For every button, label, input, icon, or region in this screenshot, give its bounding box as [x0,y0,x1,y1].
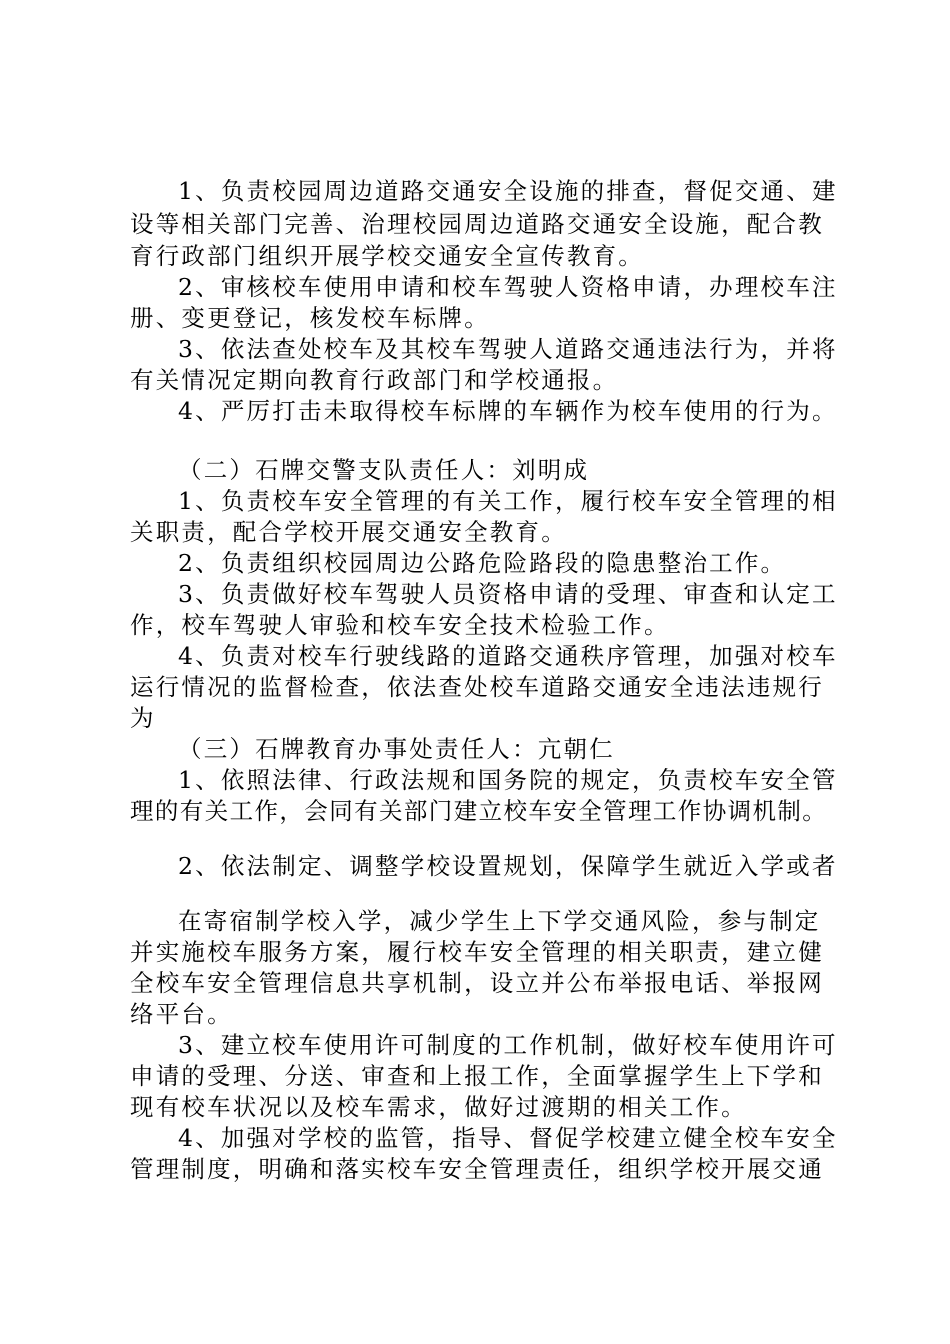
text-line: 1、负责校车安全管理的有关工作，履行校车安全管理的相 [178,487,838,515]
text-line: 4、加强对学校的监管，指导、督促学校建立健全校车安全 [178,1124,838,1152]
text-line: 3、依法查处校车及其校车驾驶人道路交通违法行为，并将 [178,335,838,363]
text-line: 络平台。 [130,1000,233,1028]
text-line: 现有校车状况以及校车需求，做好过渡期的相关工作。 [130,1093,747,1121]
text-line: 育行政部门组织开展学校交通安全宣传教育。 [130,242,644,270]
text-line: 设等相关部门完善、治理校园周边道路交通安全设施，配合教 [130,210,824,238]
section-heading: （二）石牌交警支队责任人：刘明成 [178,456,590,484]
text-line: 作，校车驾驶人审验和校车安全技术检验工作。 [130,611,670,639]
text-line: 3、负责做好校车驾驶人员资格申请的受理、审查和认定工 [178,580,838,608]
text-line: 运行情况的监督检查，依法查处校车道路交通安全违法违规行 [130,673,824,701]
text-line: 理的有关工作，会同有关部门建立校车安全管理工作协调机制。 [130,797,828,825]
text-line: 4、严厉打击未取得校车标牌的车辆作为校车使用的行为。 [178,397,838,425]
text-line: 3、建立校车使用许可制度的工作机制，做好校车使用许可 [178,1031,838,1059]
text-line: 关职责，配合学校开展交通安全教育。 [130,518,567,546]
text-line: 2、依法制定、调整学校设置规划，保障学生就近入学或者 [178,852,838,880]
text-line: 在寄宿制学校入学，减少学生上下学交通风险，参与制定 [178,907,821,935]
text-line: 2、负责组织校园周边公路危险路段的隐患整治工作。 [178,549,787,577]
text-line: 册、变更登记，核发校车标牌。 [130,304,490,332]
text-line: 为 [130,704,156,732]
text-line: 申请的受理、分送、审查和上报工作，全面掌握学生上下学和 [130,1062,824,1090]
text-line: 1、依照法律、行政法规和国务院的规定，负责校车安全管 [178,766,838,794]
text-line: 管理制度，明确和落实校车安全管理责任，组织学校开展交通 [130,1155,824,1183]
text-line: 2、审核校车使用申请和校车驾驶人资格申请，办理校车注 [178,273,838,301]
text-line: 有关情况定期向教育行政部门和学校通报。 [130,366,619,394]
text-line: 4、负责对校车行驶线路的道路交通秩序管理，加强对校车 [178,642,838,670]
text-line: 1、负责校园周边道路交通安全设施的排查，督促交通、建 [178,177,838,205]
text-line: 全校车安全管理信息共享机制，设立并公布举报电话、举报网 [130,969,824,997]
section-heading: （三）石牌教育办事处责任人：亢朝仁 [178,735,615,763]
text-line: 并实施校车服务方案，履行校车安全管理的相关职责，建立健 [130,938,824,966]
